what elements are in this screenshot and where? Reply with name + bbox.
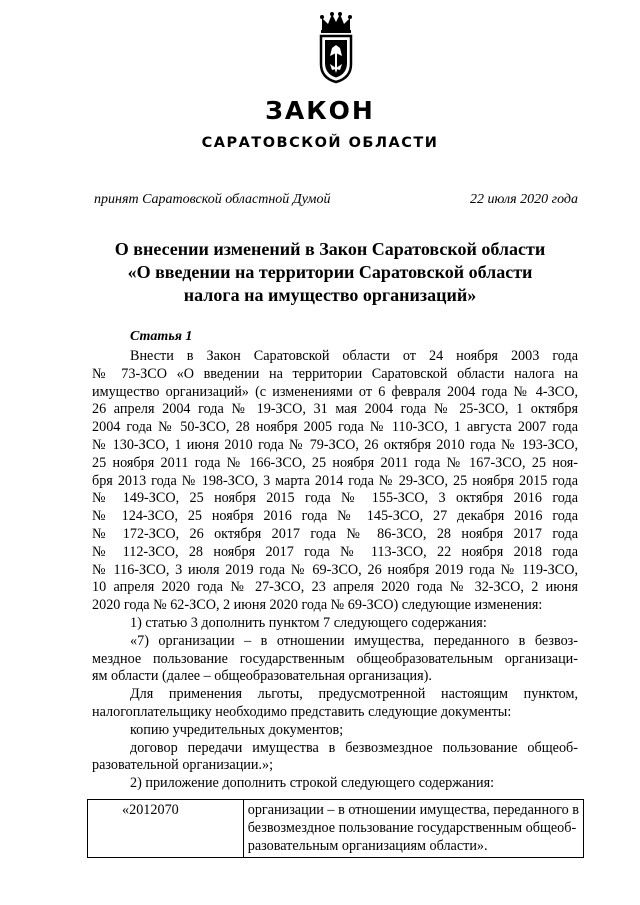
adoption-date: 22 июля 2020 года <box>470 192 578 207</box>
appendix-row-table <box>87 799 584 858</box>
body-line: налогоплательщику необходимо представить следующие документы: <box>92 703 512 720</box>
body-line: № 124-ЗСО, 25 ноября 2016 года № 145-ЗСО, 27 декабря 2016 года <box>92 508 578 525</box>
article-label: Статья 1 <box>130 329 193 344</box>
document-title: ЗАКОН <box>265 96 375 125</box>
body-line: Внести в Закон Саратовской области от 24 ноября 2003 года <box>130 348 578 364</box>
table-row <box>88 800 584 858</box>
body-line: № 73-ЗСО «О введении на территории Саратовской области налога на <box>92 365 578 382</box>
body-line: № 116-ЗСО, 3 июля 2019 года № 69-ЗСО, 26 ноября 2019 года № 119-ЗСО, <box>92 561 578 578</box>
heading-line: О внесении изменений в Закон Саратовской области <box>114 239 546 259</box>
body-line: 26 апреля 2004 года № 19-ЗСО, 31 мая 2004 года № 25-ЗСО, 1 октября <box>92 401 578 418</box>
heading-line: налога на имущество организаций» <box>183 285 477 305</box>
body-line: Для применения льготы, предусмотренной настоящим пунктом, <box>130 686 578 703</box>
body-line: № 172-ЗСО, 26 октября 2017 года № 86-ЗСО, 28 ноября 2017 года <box>92 525 578 542</box>
document-subtitle: САРАТОВСКОЙ ОБЛАСТИ <box>201 135 439 151</box>
body-line: договор передачи имущества в безвозмездное пользование общеоб- <box>130 739 578 756</box>
body-line: № 149-ЗСО, 25 ноября 2015 года № 155-ЗСО, 3 октября 2016 года <box>92 490 578 507</box>
table-cell-code: «2012070 <box>88 800 244 858</box>
table-cell-line: разовательным организациям области». <box>247 837 488 854</box>
body-line: ям области (далее – общеобразовательная организация). <box>92 668 432 685</box>
body-line: имущество организаций» (с изменениями от 6 февраля 2004 года № 4-ЗСО, <box>92 383 578 400</box>
body-line: бря 2013 года № 198-ЗСО, 3 марта 2014 года № 29-ЗСО, 25 ноября 2015 года <box>92 472 578 489</box>
heading-line: «О введении на территории Саратовской области <box>127 262 533 282</box>
body-line: 25 ноября 2011 года № 166-ЗСО, 25 ноября 2011 года № 167-ЗСО, 25 ноя- <box>92 454 578 471</box>
coat-of-arms-icon <box>316 12 356 84</box>
body-line: копию учредительных документов; <box>130 721 344 738</box>
body-line: разовательной организации.»; <box>92 757 274 774</box>
adopted-by: принят Саратовской областной Думой <box>94 192 331 207</box>
body-line: 10 апреля 2020 года № 27-ЗСО, 23 апреля 2020 года № 32-ЗСО, 2 июня <box>92 579 578 596</box>
body-line: 2004 года № 50-ЗСО, 28 ноября 2005 года № 110-ЗСО, 1 августа 2007 года <box>92 419 578 436</box>
body-line: мездное пользование государственным общеобразовательным организаци- <box>92 650 578 667</box>
body-line: «7) организации – в отношении имущества, переданного в безвоз- <box>130 632 578 649</box>
body-line: № 112-ЗСО, 28 ноября 2017 года № 113-ЗСО, 22 ноября 2018 года <box>92 543 578 560</box>
table-cell-line: безвозмездное пользование государственным общеоб- <box>247 819 577 836</box>
table-cell-description <box>243 800 583 858</box>
article-body <box>92 348 578 793</box>
body-line: 2) приложение дополнить строкой следующего содержания: <box>130 775 495 792</box>
body-line: № 130-ЗСО, 1 июня 2010 года № 79-ЗСО, 26 октября 2010 года № 193-ЗСО, <box>92 436 578 453</box>
law-heading <box>80 238 580 307</box>
body-line: 2020 года № 62-ЗСО, 2 июня 2020 года № 69-ЗСО) следующие изменения: <box>92 597 543 614</box>
table-cell-line: организации – в отношении имущества, переданного в <box>247 802 579 818</box>
body-line: 1) статью 3 дополнить пунктом 7 следующего содержания: <box>130 614 487 631</box>
